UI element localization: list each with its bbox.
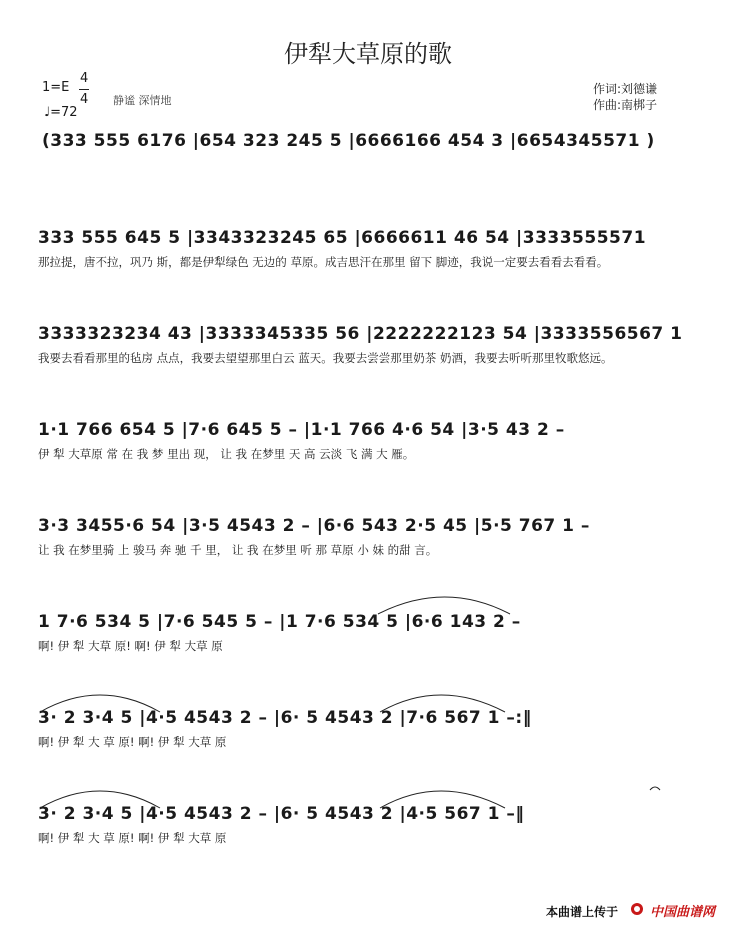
slur-arc [380,695,505,712]
notation-row: 3333323234 43 |3333345335 56 |2222222123 54 |3333556567 1 [38,324,683,344]
notation-row: 3· 2 3·4 5 |4·5 4543 2 – |6· 5 4543 2 |4·5 567 1 –‖ [38,804,525,824]
composer-credit: 作曲:南梆子 [593,98,658,112]
lyric-row: 我要去看看那里的毡房 点点，我要去望望那里白云 蓝天。我要去尝尝那里奶茶 奶酒，我要去听听那里牧歌悠远。 [38,351,613,365]
slur-arc [40,695,160,712]
notation-row: 1·1 766 654 5 |7·6 645 5 – |1·1 766 4·6 54 |3·5 43 2 – [38,420,565,440]
notation-row: 3·3 3455·6 54 |3·5 4543 2 – |6·6 543 2·5 45 |5·5 767 1 – [38,516,590,536]
key-signature: 1=E [42,80,70,95]
expression-marking: 静谧 深情地 [113,94,172,107]
footer-upload-note: 本曲谱上传于 [546,905,619,919]
time-signature-bottom: 4 [80,92,89,107]
lyric-row: 那拉提，唐不拉，巩乃 斯，都是伊犁绿色 无边的 草原。成吉思汗在那里 留下 脚迹，我说一定要去看看去看看。 [38,255,609,269]
lyric-row: 啊! 伊 犁 大 草 原! 啊! 伊 犁 大草 原 [38,831,227,845]
notation-row: 1 7·6 534 5 |7·6 545 5 – |1 7·6 534 5 |6·6 143 2 – [38,612,521,632]
notation-row: (333 555 6176 |654 323 245 5 |6666166 454 3 |6654345571 ) [42,131,655,151]
song-title: 伊犁大草原的歌 [284,40,452,68]
site-brand-icon [628,902,646,916]
notation-row: 3· 2 3·4 5 |4·5 4543 2 – |6· 5 4543 2 |7·6 567 1 –:‖ [38,708,532,728]
slur-arc [378,597,510,614]
quarter-note-icon: ♩ [44,105,51,120]
tempo-value: =72 [50,105,78,120]
slur-arc [380,791,505,808]
lyricist-credit: 作词:刘德谦 [593,82,658,96]
lyric-row: 啊! 伊 犁 大草 原! 啊! 伊 犁 大草 原 [38,639,223,653]
time-signature-top: 4 [80,71,89,86]
lyric-row: 让 我 在梦里骑 上 骏马 奔 驰 千 里， 让 我 在梦里 听 那 草原 小 妹 的甜 言。 [38,543,438,557]
slur-arc [40,791,160,808]
notation-row: 333 555 645 5 |3343323245 65 |6666611 46 54 |3333555571 [38,228,647,248]
fermata-icon [650,787,660,790]
lyric-row: 伊 犁 大草原 常 在 我 梦 里出 现， 让 我 在梦里 天 高 云淡 飞 满 大 雁。 [38,447,415,461]
lyric-row: 啊! 伊 犁 大 草 原! 啊! 伊 犁 大草 原 [38,735,227,749]
site-brand-logo: 中国曲谱网 [650,905,716,920]
